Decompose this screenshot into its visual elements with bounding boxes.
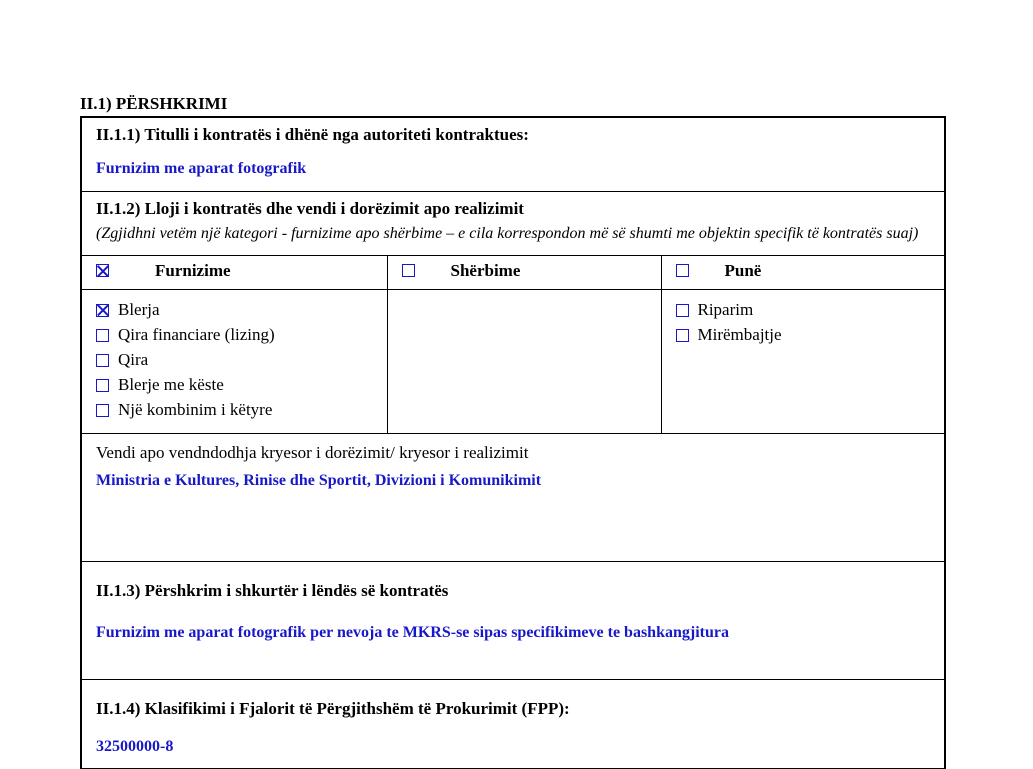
table-row-fpp-classification [81,679,945,769]
supply-option-label: Një kombinim i këtyre [118,399,273,419]
category-label-furnizime: Furnizime [155,260,231,280]
table-row-category-options [81,289,945,433]
checkbox-mirembajtje-icon[interactable] [676,329,689,342]
delivery-place-label: Vendi apo vendndodhja kryesor i dorëzimit/ kryesor i realizimit [96,442,529,462]
cell-category-furnizime[interactable] [81,255,387,289]
contract-description-table [80,116,946,769]
short-description-label: II.1.3) Përshkrim i shkurtër i lëndës së kontratës [96,580,449,600]
list-item-works-option[interactable] [676,323,945,348]
fpp-label: II.1.4) Klasifikimi i Fjalorit të Përgjithshëm të Prokurimit (FPP): [96,698,570,718]
contract-title-value: Furnizim me aparat fotografik [96,160,307,178]
list-item-supply-option[interactable] [96,348,387,373]
checkbox-pune-icon[interactable] [676,264,689,277]
table-row-delivery-place [81,433,945,561]
cell-contract-type [81,191,945,255]
checkbox-furnizime-icon[interactable] [96,264,109,277]
checkbox-riparim-icon[interactable] [676,304,689,317]
supply-option-label: Qira financiare (lizing) [118,324,275,344]
cell-delivery-place [81,433,945,561]
page-title: II.1) PËRSHKRIMI [80,94,228,113]
short-description-value: Furnizim me aparat fotografik per nevoja te MKRS-se sipas specifikimeve te bashkangjitura [96,623,729,641]
list-item-supply-option[interactable] [96,398,387,423]
table-row-category-headers [81,255,945,289]
checkbox-sherbime-icon[interactable] [402,264,415,277]
cell-service-options [387,289,661,433]
supply-option-label: Qira [118,349,149,369]
checkbox-nje-kombinim-icon[interactable] [96,404,109,417]
cell-category-sherbime[interactable] [387,255,661,289]
works-option-label: Mirëmbajtje [697,324,782,344]
checkbox-blerja-icon[interactable] [96,304,109,317]
cell-fpp-classification [81,679,945,769]
list-item-supply-option[interactable] [96,298,387,323]
fpp-value: 32500000-8 [96,737,174,755]
supply-option-label: Blerja [118,299,160,319]
list-item-works-option[interactable] [676,298,945,323]
cell-supply-options [81,289,387,433]
list-item-supply-option[interactable] [96,323,387,348]
contract-type-instruction: (Zgjidhni vetëm një kategori - furnizime apo shërbime – e cila korrespondon më së shumti me objektin specifik të kontratës suaj) [96,224,919,242]
table-row-contract-type [81,191,945,255]
contract-title-label: II.1.1) Titulli i kontratës i dhënë nga autoriteti kontraktues: [96,125,529,144]
works-option-label: Riparim [697,299,754,319]
table-row-contract-title [81,117,945,191]
table-row-short-description [81,561,945,679]
list-item-supply-option[interactable] [96,373,387,398]
supply-option-label: Blerje me këste [118,374,224,394]
cell-short-description [81,561,945,679]
checkbox-qira-financiare-icon[interactable] [96,329,109,342]
delivery-place-value: Ministria e Kultures, Rinise dhe Sportit, Divizioni i Komunikimit [96,472,542,490]
cell-category-pune[interactable] [661,255,945,289]
category-label-sherbime: Shërbime [450,260,521,280]
category-label-pune: Punë [724,260,762,280]
cell-contract-title [81,117,945,191]
checkbox-blerje-me-keste-icon[interactable] [96,379,109,392]
contract-type-label: II.1.2) Lloji i kontratës dhe vendi i dorëzimit apo realizimit [96,198,524,218]
checkbox-qira-icon[interactable] [96,354,109,367]
cell-works-options [661,289,945,433]
